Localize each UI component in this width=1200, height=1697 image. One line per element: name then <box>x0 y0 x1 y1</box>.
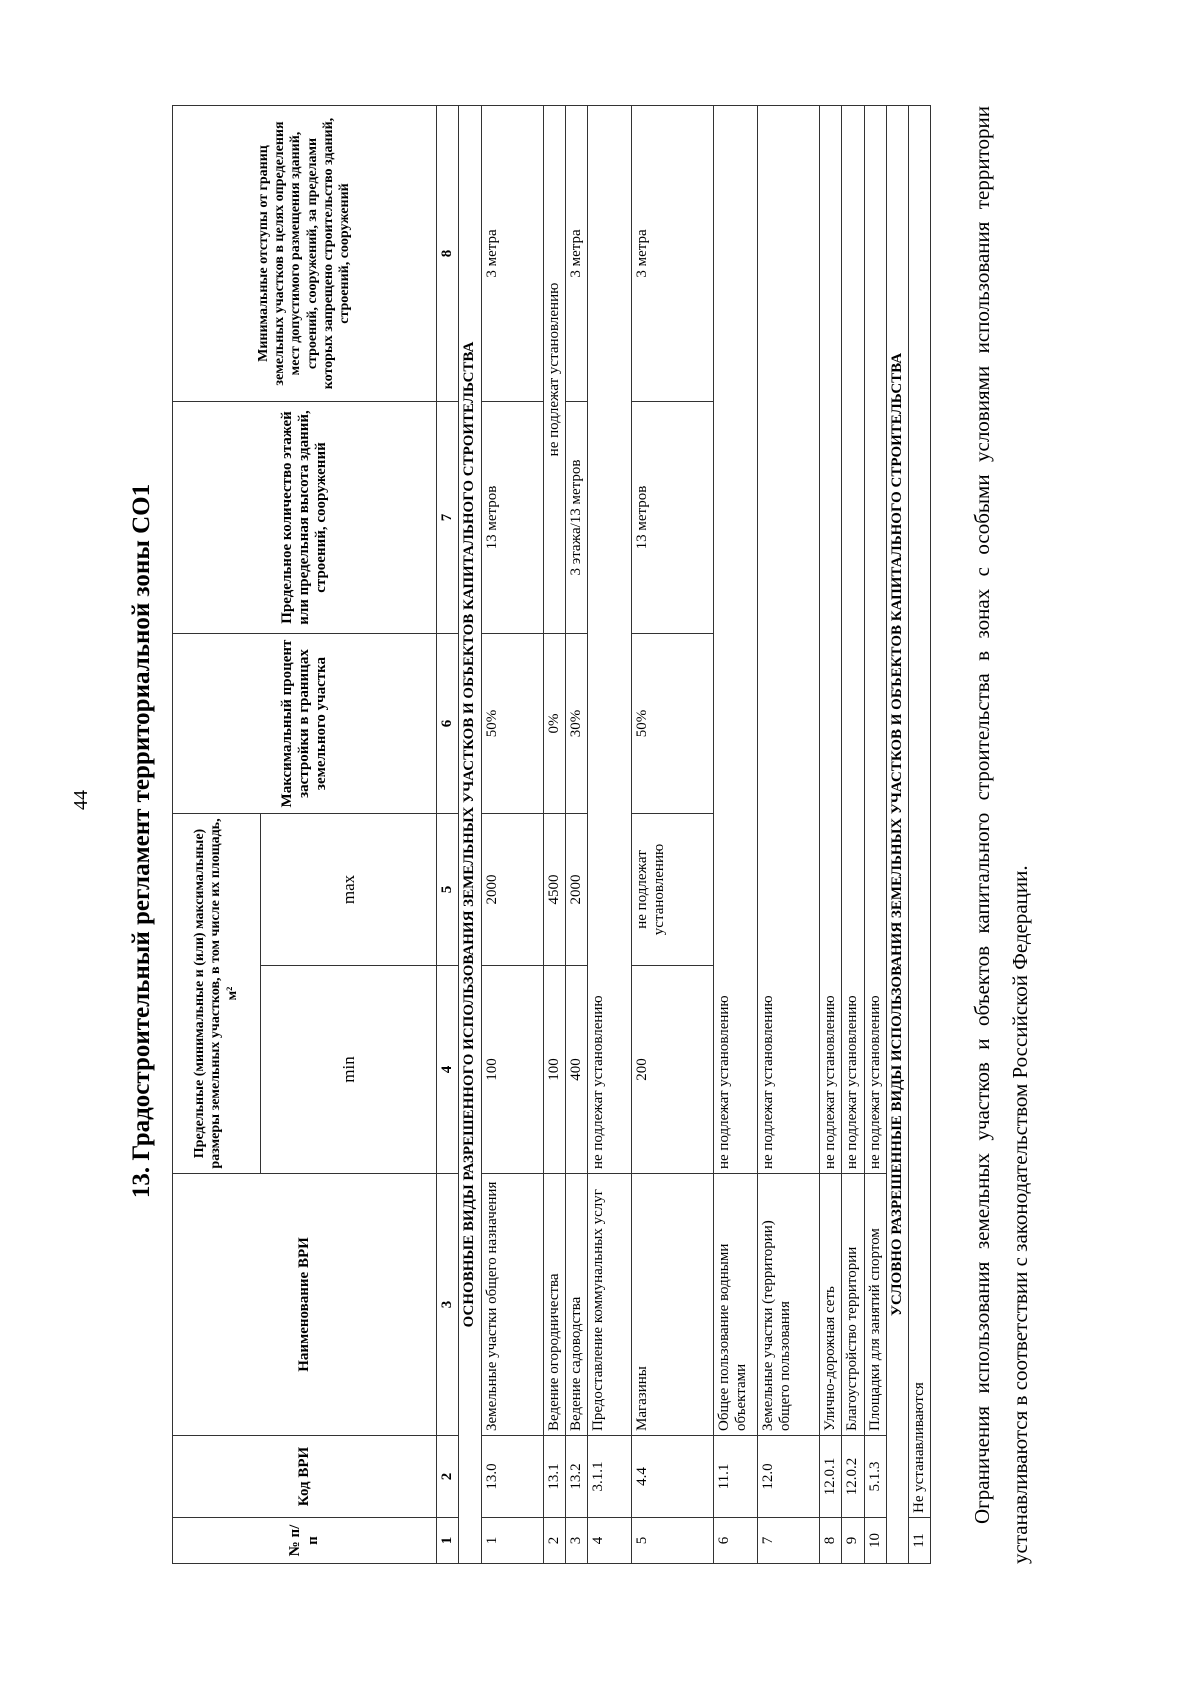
row-min: 200 <box>632 966 714 1174</box>
header-code: Код ВРИ <box>173 1436 437 1518</box>
row-code: 13.2 <box>565 1436 587 1518</box>
row-merged-value: не подлежат установлению <box>820 106 842 1174</box>
row-code: 11.1 <box>714 1436 758 1518</box>
row-setback: 3 метра <box>632 106 714 402</box>
row-code: 13.1 <box>543 1436 565 1518</box>
row-merged-value: не подлежат установлению <box>758 106 820 1174</box>
section-heading-conditional: УСЛОВНО РАЗРЕШЕННЫЕ ВИДЫ ИСПОЛЬЗОВАНИЯ ЗЕМЕЛЬНЫХ УЧАСТКОВ И ОБЪЕКТОВ КАПИТАЛЬНОГО СТРОИТЕЛЬСТВА <box>886 106 908 1564</box>
row-number: 11 <box>909 1518 931 1564</box>
row-number: 5 <box>632 1518 714 1564</box>
row-number: 10 <box>864 1518 886 1564</box>
row-code: 4.4 <box>632 1436 714 1518</box>
row-merged-value: не подлежат установлению <box>842 106 864 1174</box>
regulation-table <box>172 105 931 1564</box>
row-name: Ведение огородничества <box>543 1174 565 1436</box>
table-row <box>543 106 565 1564</box>
section-row-main <box>459 106 481 1564</box>
header-setback: Минимальные отступы от границ земельных участков в целях определения мест допустимого размещения зданий, строений, сооружений, за пределами которых запрещено строительство зданий, строений, сооружений <box>173 106 437 402</box>
row-number: 1 <box>481 1518 543 1564</box>
row-merged-value: Не устанавливаются <box>909 106 931 1518</box>
table-row <box>864 106 886 1564</box>
row-number: 7 <box>758 1518 820 1564</box>
row-name: Предоставление коммунальных услуг <box>588 1174 632 1436</box>
row-name: Магазины <box>632 1174 714 1436</box>
page-number: 44 <box>70 790 92 810</box>
section-row-conditional <box>886 106 908 1564</box>
table-row <box>588 106 632 1564</box>
colnum-7: 7 <box>437 402 459 634</box>
row-code: 12.0.1 <box>820 1436 842 1518</box>
row-percent: 0% <box>543 634 565 814</box>
row-merged-value: не подлежат установлению <box>864 106 886 1174</box>
colnum-3: 3 <box>437 1174 459 1436</box>
row-name: Общее пользование водными объектами <box>714 1174 758 1436</box>
row-percent: 30% <box>565 634 587 814</box>
row-max: 4500 <box>543 814 565 966</box>
table-row <box>909 106 931 1564</box>
colnum-2: 2 <box>437 1436 459 1518</box>
row-setback: 3 метра <box>565 106 587 402</box>
header-sizes-text: Предельные (минимальные и (или) максимальные) размеры земельных участков, в том числе их площадь, м² <box>192 818 240 1169</box>
row-min: 100 <box>481 966 543 1174</box>
row-number: 3 <box>565 1518 587 1564</box>
colnum-8: 8 <box>437 106 459 402</box>
header-min: min <box>261 966 437 1174</box>
row-number: 9 <box>842 1518 864 1564</box>
row-floors: 13 метров <box>481 402 543 634</box>
row-merged-value: не подлежат установлению <box>543 106 565 634</box>
colnum-1: 1 <box>437 1518 459 1564</box>
table-row <box>820 106 842 1564</box>
colnum-4: 4 <box>437 966 459 1174</box>
row-number: 4 <box>588 1518 632 1564</box>
row-code: 5.1.3 <box>864 1436 886 1518</box>
row-name: Земельные участки общего назначения <box>481 1174 543 1436</box>
row-name: Площадки для занятий спортом <box>864 1174 886 1436</box>
row-name: Земельные участки (территории) общего пользования <box>758 1174 820 1436</box>
header-floors: Предельное количество этажей или предельная высота зданий, строений, сооружений <box>173 402 437 634</box>
row-min: 100 <box>543 966 565 1174</box>
row-max: не подлежат установлению <box>632 814 714 966</box>
rotated-content <box>112 106 1042 1576</box>
row-floors: 3 этажа/13 метров <box>565 402 587 634</box>
table-row <box>481 106 543 1564</box>
row-code: 3.1.1 <box>588 1436 632 1518</box>
row-name: Улично-дорожная сеть <box>820 1174 842 1436</box>
section-heading-main: ОСНОВНЫЕ ВИДЫ РАЗРЕШЕННОГО ИСПОЛЬЗОВАНИЯ ЗЕМЕЛЬНЫХ УЧАСТКОВ И ОБЪЕКТОВ КАПИТАЛЬНОГО СТРОИТЕЛЬСТВА <box>459 106 481 1564</box>
row-number: 6 <box>714 1518 758 1564</box>
colnum-6: 6 <box>437 634 459 814</box>
row-setback: 3 метра <box>481 106 543 402</box>
row-name: Ведение садоводства <box>565 1174 587 1436</box>
row-percent: 50% <box>481 634 543 814</box>
row-floors: 13 метров <box>632 402 714 634</box>
row-code: 12.0.2 <box>842 1436 864 1518</box>
row-percent: 50% <box>632 634 714 814</box>
row-max: 2000 <box>565 814 587 966</box>
header-max: max <box>261 814 437 966</box>
row-code: 13.0 <box>481 1436 543 1518</box>
document-title: 13. Градостроительный регламент территориальной зоны СО1 <box>128 483 155 1199</box>
row-merged-value: не подлежат установлению <box>588 106 632 1174</box>
row-number: 8 <box>820 1518 842 1564</box>
header-percent: Максимальный процент застройки в границах земельного участка <box>173 634 437 814</box>
row-code: 12.0 <box>758 1436 820 1518</box>
row-number: 2 <box>543 1518 565 1564</box>
column-numbers-row <box>437 106 459 1564</box>
row-min: 400 <box>565 966 587 1174</box>
table-row <box>758 106 820 1564</box>
table-row <box>842 106 864 1564</box>
table-row <box>632 106 714 1564</box>
header-name: Наименование ВРИ <box>173 1174 437 1436</box>
row-merged-value: не подлежат установлению <box>714 106 758 1174</box>
header-number: № п/п <box>173 1518 437 1564</box>
footer-paragraph: Ограничения использования земельных участков и объектов капитального строительства в зонах с особыми условиями использования территории устанавливаются в соответствии с законодательством Российской Федерации. <box>970 106 1032 1564</box>
table-row <box>714 106 758 1564</box>
header-sizes <box>173 814 261 1174</box>
row-name: Благоустройство территории <box>842 1174 864 1436</box>
colnum-5: 5 <box>437 814 459 966</box>
table-row <box>565 106 587 1564</box>
row-max: 2000 <box>481 814 543 966</box>
